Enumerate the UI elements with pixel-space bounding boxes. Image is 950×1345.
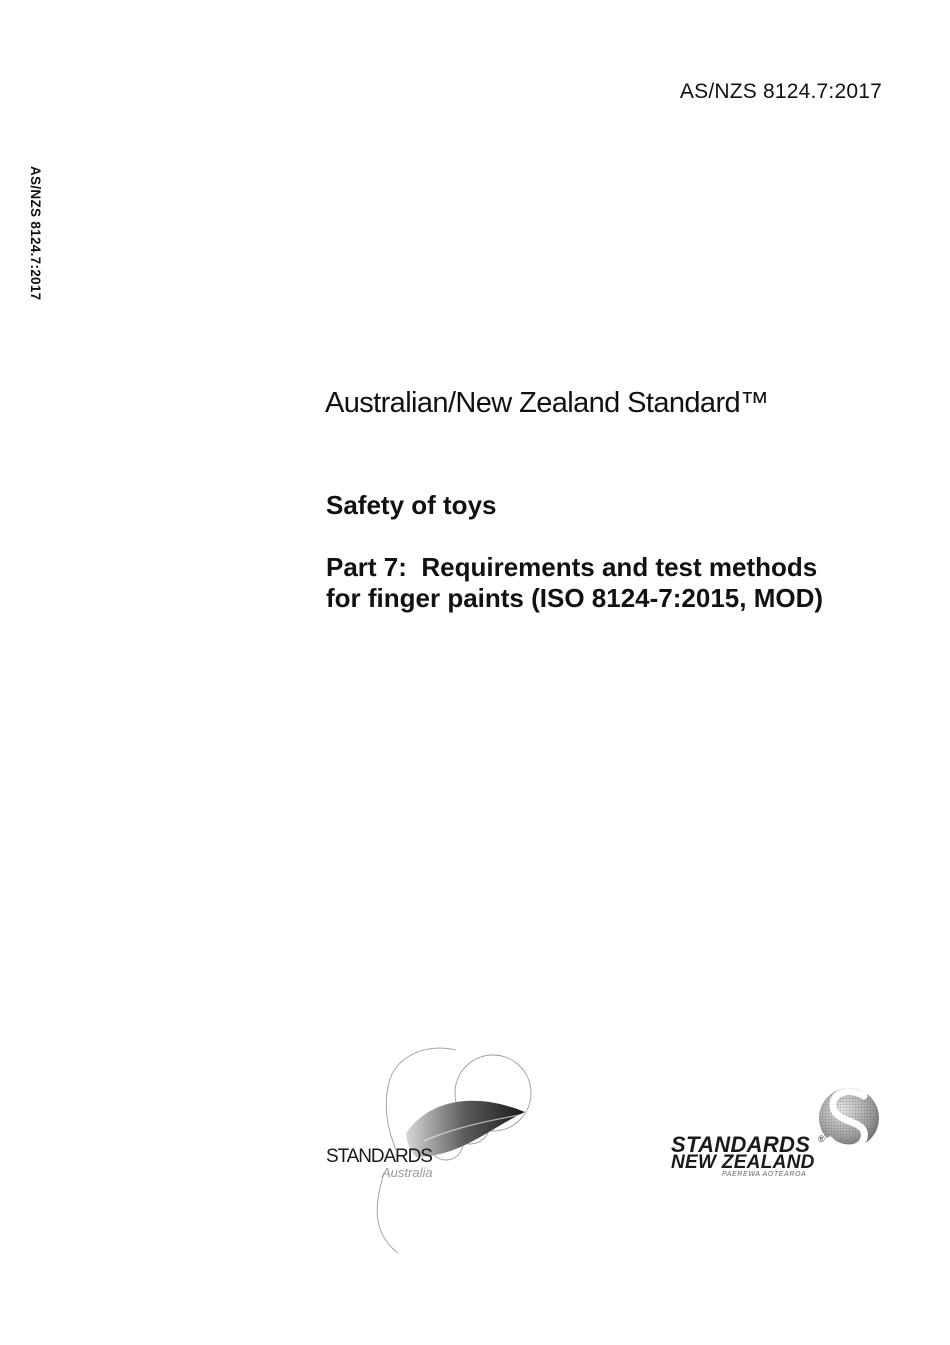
standards-new-zealand-line2: NEW ZEALAND [671,1152,815,1173]
standards-australia-word: STANDARDS [326,1146,432,1167]
document-title: Safety of toys [326,490,497,520]
standards-new-zealand-line1: STANDARDS [671,1132,811,1157]
standards-australia-sub: Australia [382,1165,433,1180]
spine-document-number: AS/NZS 8124.7:2017 [28,166,43,301]
series-title: Australian/New Zealand Standard™ [325,387,769,419]
spine-label [19,166,43,316]
registered-mark: ® [818,1134,825,1144]
standards-australia-logo [320,1045,540,1260]
document-number: AS/NZS 8124.7:2017 [679,80,882,103]
standards-new-zealand-line3: PAEREWA AOTEAROA [722,1171,807,1178]
document-part-title: Part 7: Requirements and test methods for finger paints (ISO 8124-7:2015, MOD) [326,552,824,613]
standards-new-zealand-logo [668,1082,888,1182]
